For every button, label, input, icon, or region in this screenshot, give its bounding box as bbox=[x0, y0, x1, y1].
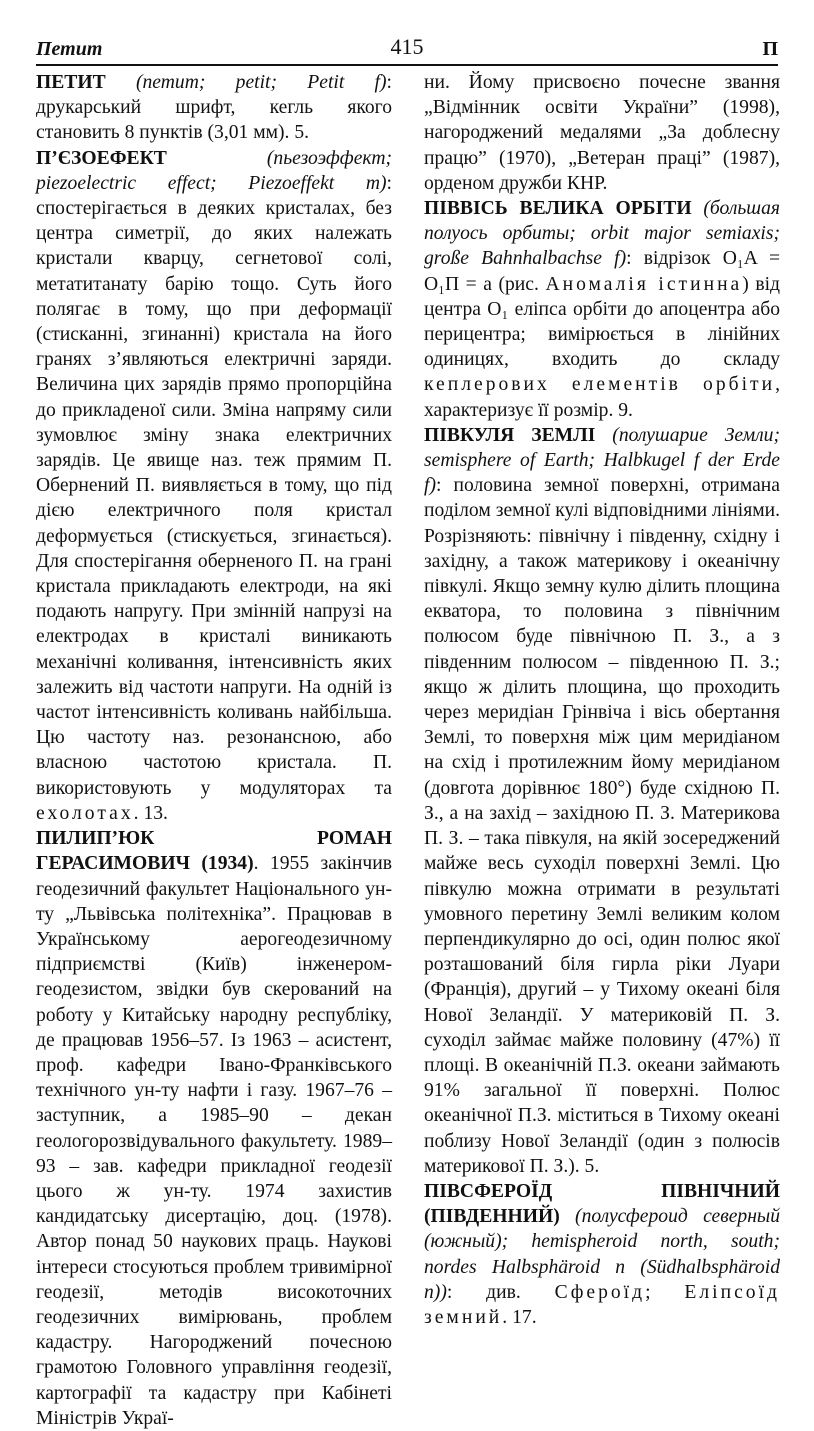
entry-term: ПІВСФЕРОЇД ПІВНІЧНИЙ (ПІВДЕННИЙ) bbox=[424, 1180, 780, 1228]
entry-body: . 1955 закінчив геодезичний факультет Національного ун-ту „Львівська політехніка”. Працював в Українському аерогеодезичному підприємстві (Київ) інженером-геодезистом, звідки був скерований на роботу у Китайську народну республіку, де працював 1956–57. Із 1963 – асистент, проф. кафедри Івано-Франківського технічного ун-ту нафти і газу. 1967–76 – заступник, а 1985–90 – декан геологорозвідувального факультету. 1989–93 – зав. кафедри прикладної геодезії цього ж ун-ту. 1974 захистив кандидатську дисертацію, доц. (1978). Автор понад 50 наукових праць. Наукові інтереси стосуються проблем тривимірної геодезії, методів високоточних геодезичних вимірювань, проблем кадастру. Нагороджений почесною грамотою Головного управління геодезії, картографії та кадастру при Кабінеті Міністрів Украї- bbox=[36, 853, 392, 1429]
entry-term: ПІВКУЛЯ ЗЕМЛІ bbox=[424, 424, 596, 446]
cross-reference: Аномалія істинна bbox=[545, 273, 743, 295]
entry-translations: (большая полуось орбиты; orbit major semiaxis; große Bahnhalbachse f) bbox=[424, 198, 780, 270]
entry-body: : друкарський шрифт, кегль якого становить 8 пунктів (3,01 мм). 5. bbox=[36, 72, 392, 144]
page-number: 415 bbox=[390, 34, 424, 59]
entry-body: : див. bbox=[446, 1281, 521, 1303]
entry-body: : спостерігається в деяких кристалах, без центра симетрії, до яких належать кристали кварцу, сегнетової солі, метатитанату барію тощо. Суть його полягає в тому, що при деформації (стисканні, згинанні) кристала на його гранях з’являються електричні заряди. Величина цих зарядів прямо пропорційна до прикладеної сили. Зміна напряму сили зумовлює зміну знака електричних зарядів. Це явище наз. теж прямим П. Обернений П. виявляється в тому, що під дією електричного поля кристал деформується (стискується, згинається). Для спостерігання оберненого П. на грані кристала прикладають електроди, на які подають напругу. При змінній напрузі на електродах в кристалі виникають механічні коливання, інтенсивність яких залежить від частоти напруги. На одній із частот інтенсивність коливань найбільша. Цю частоту наз. резонансною, або власною частотою кристала. П. використовують у модуляторах та bbox=[36, 172, 392, 799]
entry-body: : половина земної поверхні, отримана поділом земної кулі відповідними лініями. Розрізняють: північну і південну, східну і західну, а також материкову і океанічну півкулі. Якщо земну кулю ділить площина екватора, то половина з північним полюсом буде північною П. З., а з південним полюсом – південною П. З.; якщо ж ділить площина, що проходить через меридіан Грінвіча і вісь обертання Землі, то поверхня між цим меридіаном на схід і протилежним йому меридіаном (довгота дорівнює 180°) буде східною П. З., а на захід – західною П. З. Материкова П. З. – така півкуля, на якій зосереджений майже весь суходіл поверхні Землі. Цю півкулю можна отримати в результаті умовного перетину Землі великим колом перпендикулярно до осі, один полюс якої розташований біля гирла ріки Луари (Франція), другий – у Тихому океані біля Нової Зеландії. У материковій П. З. суходіл займає майже половину (47%) її площі. В океанічній П.З. океани займають 91% загальної її поверхні. Полюс океанічної П.З. міститься в Тихому океані поблизу Нової Зеландії (один з полюсів материкової П. З.). 5. bbox=[424, 475, 780, 1177]
entry-translations: (полушарие Земли; semisphere of Earth; Halbkugel f der Erde f) bbox=[424, 424, 780, 497]
entry-translations: (полусфероид северный (южный); hemispheroid north, south; nordes Halbsphäroid n (Südhalbsphäroid n)) bbox=[424, 1206, 780, 1303]
entry-piezo bbox=[36, 146, 392, 826]
entry-petyt bbox=[36, 70, 392, 146]
entry-hemisphere bbox=[424, 423, 780, 1179]
cross-reference: Сфероїд bbox=[554, 1281, 646, 1303]
entry-body: ни. Йому присвоєно почесне звання „Відмінник освіти України” (1998), нагороджений медалями „За доблесну працю” (1970), „Ветеран праці” (1987), орденом дружби КНР. bbox=[424, 72, 780, 194]
entry-body-end: . 13. bbox=[133, 802, 168, 824]
entry-semiaxis bbox=[424, 196, 780, 423]
separator: ; bbox=[645, 1281, 651, 1303]
cross-reference: кеплерових елементів орбіти bbox=[424, 374, 776, 396]
entry-translations: (пьезоэффект; piezoelectric effect; Piezoeffekt m) bbox=[36, 147, 392, 194]
cross-reference: Еліпсоїд земний bbox=[424, 1281, 780, 1328]
section-letter: П bbox=[762, 38, 778, 60]
entry-pylypiuk bbox=[36, 826, 392, 1431]
entry-term: ПЕТИТ bbox=[36, 72, 106, 93]
entry-term: ПИЛИП’ЮК РОМАН ГЕРАСИМОВИЧ (1934) bbox=[36, 828, 392, 875]
entry-term: П’ЄЗОЕФЕКТ bbox=[36, 147, 167, 169]
entry-body: ) від центра O₁ еліпса орбіти до апоцентра або перицентра; вимірюється в лінійних одиницях, входить до складу bbox=[424, 273, 780, 371]
cross-reference: ехолотах bbox=[36, 802, 134, 824]
running-head-term: Петит bbox=[36, 38, 103, 60]
running-header bbox=[36, 34, 778, 64]
entry-pylypiuk-continued bbox=[424, 70, 780, 196]
header-rule bbox=[36, 64, 778, 66]
entry-term: ПІВВІСЬ ВЕЛИКА ОРБІТИ bbox=[424, 198, 692, 220]
entry-body: : відрізок O₁A = O₁П = a (рис. bbox=[424, 248, 781, 295]
entry-body-end: . 17. bbox=[502, 1306, 537, 1328]
entry-translations: (петит; petit; Petit f) bbox=[135, 72, 387, 93]
entry-body-end: , характеризує її розмір. 9. bbox=[424, 374, 780, 421]
right-column bbox=[424, 70, 780, 1330]
left-column bbox=[36, 70, 392, 1431]
entry-spheroid bbox=[424, 1179, 780, 1330]
